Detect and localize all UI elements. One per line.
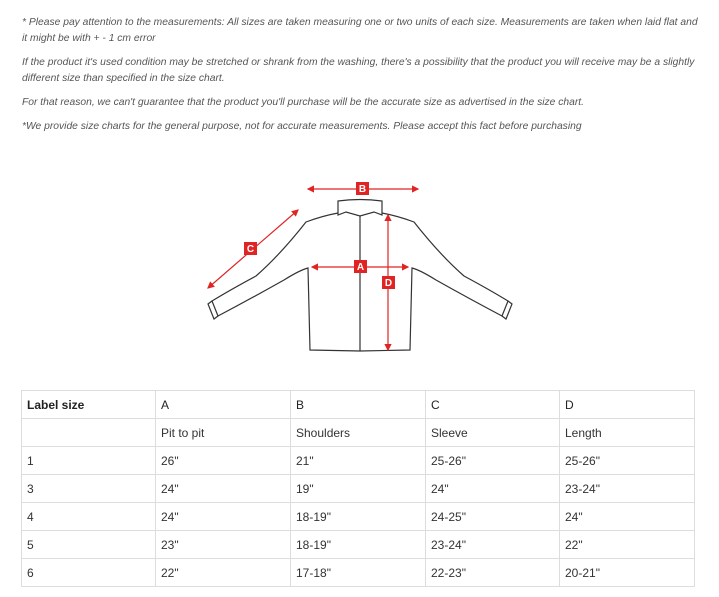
cell-b: 18-19" [291, 531, 426, 559]
badge-d-label: D [384, 278, 393, 289]
subheader-sleeve: Sleeve [426, 419, 560, 447]
table-row [22, 475, 695, 503]
note-no-guarantee: For that reason, we can't guarantee that the product you'll purchase will be the accurate size as advertised in the size chart. [22, 97, 584, 108]
cell-d: 22" [560, 531, 695, 559]
cell-a: 23" [156, 531, 291, 559]
cell-c: 25-26" [426, 447, 560, 475]
badge-c [244, 242, 257, 255]
cell-c: 24-25" [426, 503, 560, 531]
cell-d: 25-26" [560, 447, 695, 475]
jacket-measurement-diagram [200, 180, 520, 360]
header-b: B [291, 391, 426, 419]
cell-b: 21" [291, 447, 426, 475]
cell-label-size: 5 [22, 531, 156, 559]
cell-d: 20-21" [560, 559, 695, 587]
subheader-length: Length [560, 419, 695, 447]
cell-a: 26" [156, 447, 291, 475]
cell-c: 23-24" [426, 531, 560, 559]
note-general-purpose: *We provide size charts for the general purpose, not for accurate measurements. Please accept this fact before purchasing [22, 121, 582, 132]
cell-a: 24" [156, 475, 291, 503]
size-chart-table [21, 390, 695, 587]
badge-b-label: B [358, 184, 367, 195]
cell-d: 24" [560, 503, 695, 531]
table-row [22, 447, 695, 475]
subheader-shoulders: Shoulders [291, 419, 426, 447]
cell-a: 24" [156, 503, 291, 531]
cell-a: 22" [156, 559, 291, 587]
cell-b: 19" [291, 475, 426, 503]
table-header-row [22, 391, 695, 419]
header-d: D [560, 391, 695, 419]
measurement-arrows [208, 189, 418, 350]
cell-label-size: 1 [22, 447, 156, 475]
header-label-size: Label size [22, 391, 156, 419]
badge-a-label: A [356, 262, 365, 273]
jacket-outline [208, 200, 512, 352]
table-row [22, 559, 695, 587]
note-measurements: * Please pay attention to the measurements: All sizes are taken measuring one or two units of each size. Measurements are taken when laid flat and it might be with + - 1 cm error [22, 17, 698, 44]
cell-label-size: 6 [22, 559, 156, 587]
subheader-pit-to-pit: Pit to pit [156, 419, 291, 447]
header-c: C [426, 391, 560, 419]
measurement-badges [244, 182, 395, 289]
header-a: A [156, 391, 291, 419]
cell-b: 17-18" [291, 559, 426, 587]
cell-d: 23-24" [560, 475, 695, 503]
badge-a [354, 260, 367, 273]
note-used-condition: If the product it's used condition may be stretched or shrank from the washing, there's a possibility that the product you will receive may be a slightly different size than specified in the size chart. [22, 57, 695, 84]
jacket-left-side [212, 213, 360, 351]
jacket-diagram-svg [200, 180, 520, 360]
cell-label-size: 4 [22, 503, 156, 531]
size-notes [22, 15, 704, 143]
badge-b [356, 182, 369, 195]
badge-c-label: C [246, 244, 255, 255]
table-subheader-row [22, 419, 695, 447]
jacket-collar [338, 200, 382, 217]
table-row [22, 503, 695, 531]
cell-c: 24" [426, 475, 560, 503]
table-row [22, 531, 695, 559]
cell-label-size: 3 [22, 475, 156, 503]
cell-c: 22-23" [426, 559, 560, 587]
badge-d [382, 276, 395, 289]
subheader-label-size [22, 419, 156, 447]
cell-b: 18-19" [291, 503, 426, 531]
